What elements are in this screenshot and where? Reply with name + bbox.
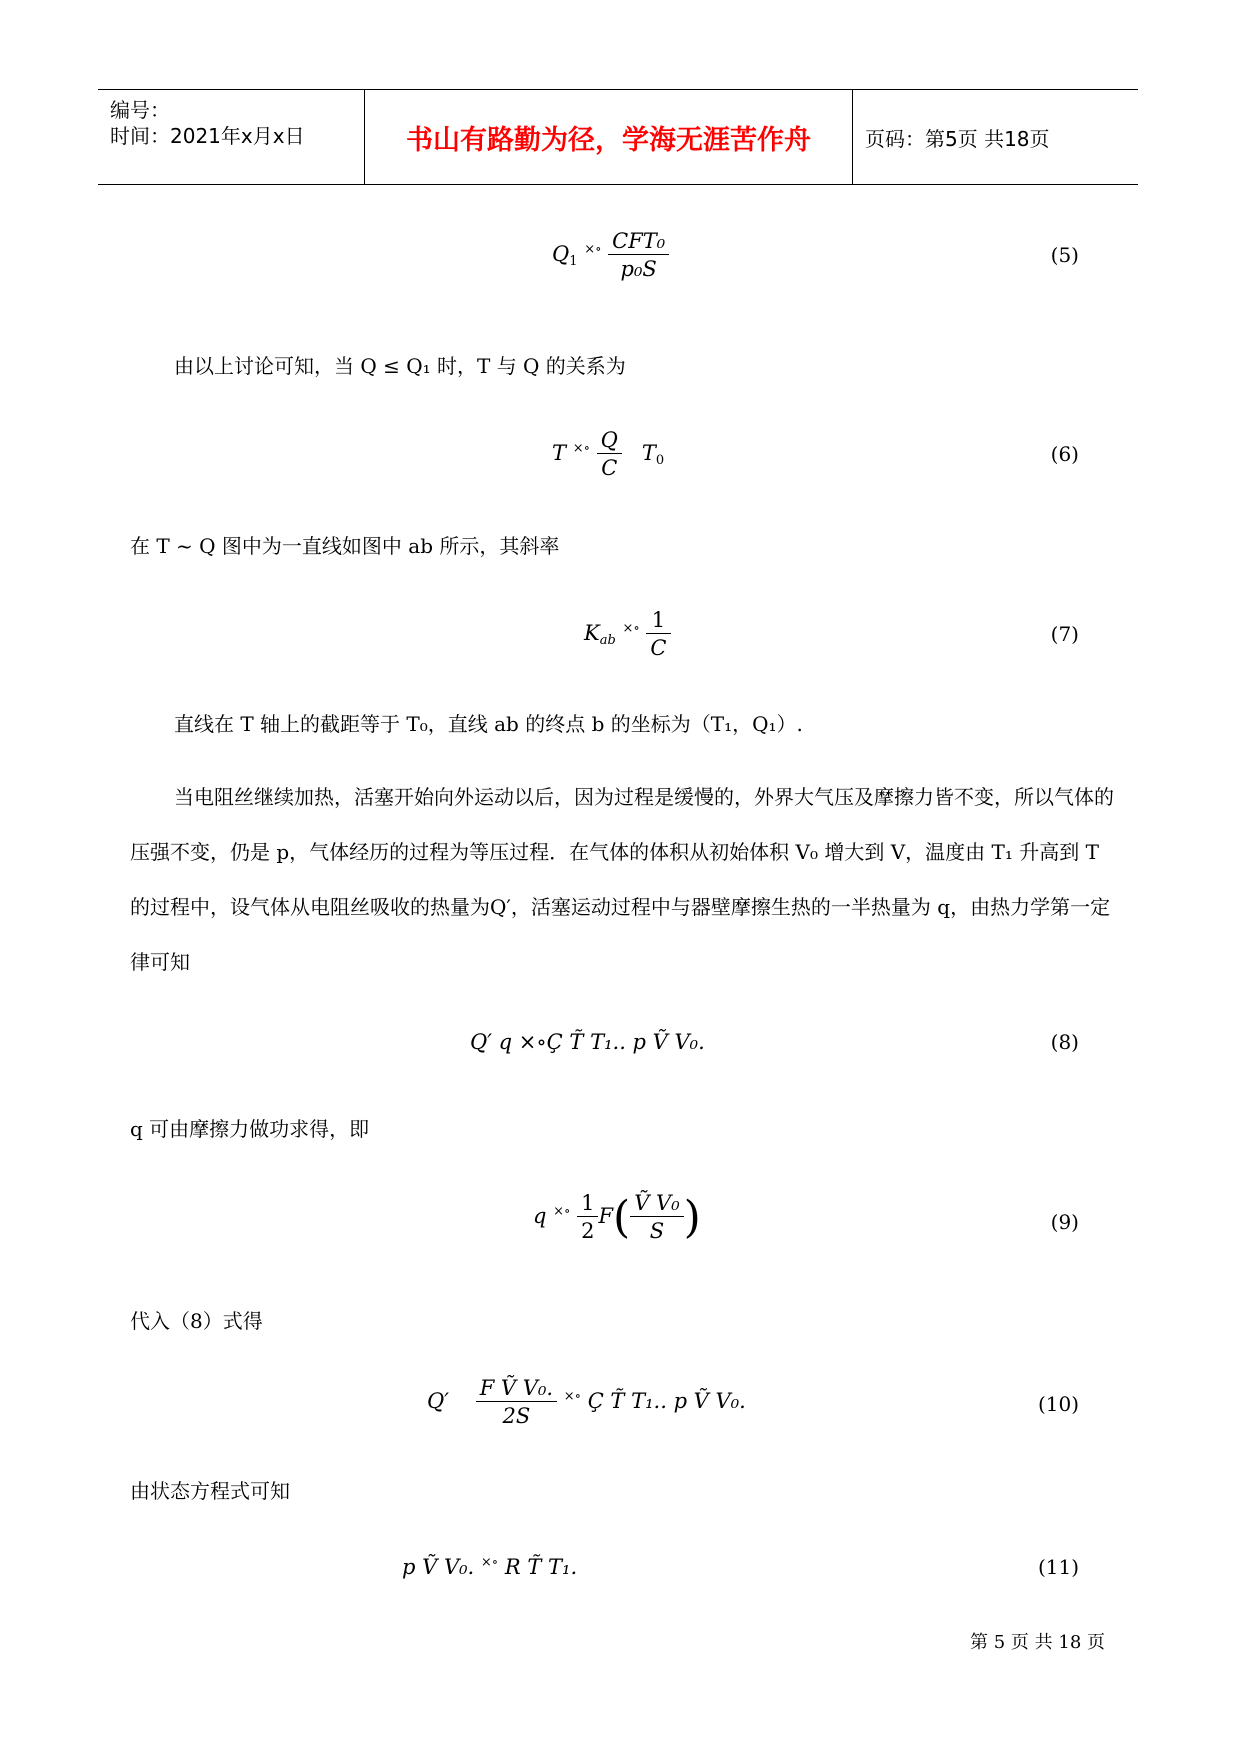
paragraph-1: 由以上讨论可知，当 Q ≤ Q₁ 时，T 与 Q 的关系为 [174, 354, 626, 378]
eq5-denominator: p₀S [620, 257, 657, 281]
eq9-inner-fraction [630, 1190, 683, 1245]
header-meta [98, 90, 365, 184]
eq9-half [577, 1190, 598, 1245]
eq9-paren-left: ( [613, 1192, 631, 1243]
eq6-lhs: T [552, 441, 567, 465]
eq10-numerator: F Ṽ V₀. [476, 1375, 557, 1402]
page-header [98, 89, 1138, 185]
eq9-force: F [598, 1204, 614, 1228]
eq10-fraction [476, 1375, 557, 1430]
time-label: 时间：2021年x月x日 [110, 124, 305, 148]
paragraph-7: 由状态方程式可知 [130, 1479, 290, 1503]
eq9-inner-denominator: S [649, 1219, 665, 1243]
eq6-symbol: ×∘ [572, 441, 590, 456]
equation-10-label: (10) [1037, 1392, 1079, 1416]
eq10-denominator: 2S [502, 1404, 531, 1428]
equation-10 [427, 1375, 746, 1430]
equation-5 [552, 228, 669, 283]
eq7-numerator: 1 [646, 607, 670, 634]
eq9-symbol: ×∘ [553, 1204, 571, 1219]
eq7-fraction [646, 607, 670, 662]
eq10-lhs: Q′ [427, 1389, 449, 1413]
equation-11-label: (11) [1037, 1555, 1079, 1579]
equation-9-label: (9) [1050, 1210, 1079, 1234]
header-motto: 书山有路勤为径，学海无涯苦作舟 [365, 90, 853, 184]
equation-8-label: (8) [1050, 1030, 1079, 1054]
eq5-numerator: CFT₀ [608, 228, 669, 255]
eq9-paren-right: ) [683, 1192, 701, 1243]
eq9-denominator: 2 [581, 1219, 595, 1243]
eq7-denominator: C [650, 636, 667, 660]
eq9-inner-numerator: Ṽ V₀ [630, 1190, 683, 1217]
equation-6 [552, 427, 664, 482]
number-label: 编号： [110, 98, 170, 122]
eq10-rhs: Ç T̃ T₁.. p Ṽ V₀. [587, 1389, 746, 1413]
equation-8: Q′ q ×∘Ç T̃ T₁.. p Ṽ V₀. [470, 1030, 705, 1054]
eq7-lhs: K [584, 621, 600, 645]
eq7-symbol: ×∘ [622, 621, 640, 636]
eq5-lhs-sub: 1 [569, 254, 578, 269]
equation-9 [533, 1190, 701, 1245]
eq6-tail-sub: 0 [655, 453, 665, 468]
equation-6-label: (6) [1050, 442, 1079, 466]
eq5-lhs: Q [552, 242, 570, 266]
eq7-lhs-sub: ab [599, 633, 616, 648]
paragraph-4: 当电阻丝继续加热，活塞开始向外运动以后，因为过程是缓慢的，外界大气压及摩擦力皆不变，所以气体的压强不变，仍是 p，气体经历的过程为等压过程．在气体的体积从初始体积 V₀ 增大到 V，温度由 T₁ 升高到 T 的过程中，设气体从电阻丝吸收的热量为Q′，活塞运动过程中与器壁摩擦生热的一半热量为 q，由热力学第一定律可知 [130, 785, 1114, 974]
eq10-symbol: ×∘ [563, 1389, 581, 1404]
paragraph-3: 直线在 T 轴上的截距等于 T₀，直线 ab 的终点 b 的坐标为（T₁，Q₁）. [174, 712, 803, 736]
eq6-numerator: Q [597, 427, 622, 454]
eq9-numerator: 1 [577, 1190, 598, 1217]
paragraph-2: 在 T ~ Q 图中为一直线如图中 ab 所示，其斜率 [130, 534, 560, 558]
equation-5-label: (5) [1050, 243, 1079, 267]
paragraph-6: 代入（8）式得 [130, 1309, 263, 1333]
eq5-fraction [608, 228, 669, 283]
equation-7-label: (7) [1050, 622, 1079, 646]
paragraph-5: q 可由摩擦力做功求得，即 [130, 1117, 370, 1141]
eq6-denominator: C [601, 456, 618, 480]
header-page-info: 页码：第5页 共18页 [865, 126, 1050, 151]
eq11-symbol: ×∘ [480, 1555, 499, 1570]
eq5-symbol: ×∘ [584, 242, 602, 257]
page-footer: 第 5 页 共 18 页 [970, 1632, 1105, 1653]
equation-7 [584, 607, 671, 662]
equation-11 [402, 1555, 577, 1579]
eq9-lhs: q [533, 1204, 547, 1228]
eq6-fraction [597, 427, 622, 482]
eq11-rhs: R T̃ T₁. [504, 1555, 578, 1579]
eq6-tail: T [641, 441, 656, 465]
eq11-lhs: p Ṽ V₀. [402, 1555, 475, 1579]
